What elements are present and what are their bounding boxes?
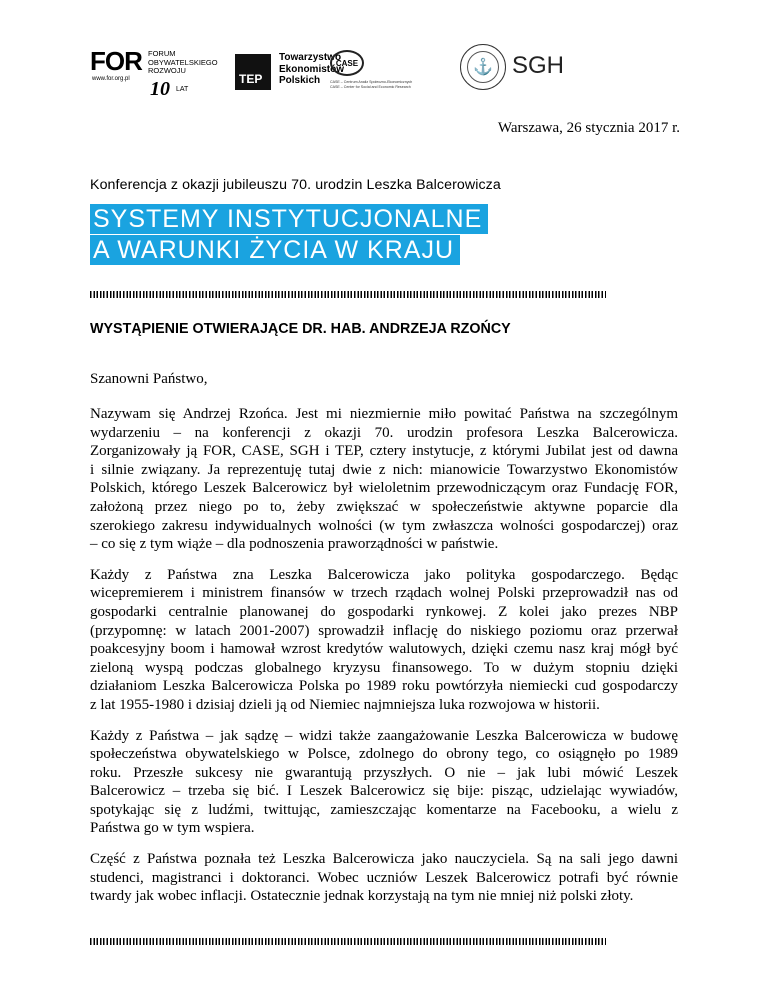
decorative-divider-bottom [90, 938, 606, 945]
for-logo-line: ROZWOJU [148, 66, 186, 76]
decorative-divider-top [90, 291, 606, 298]
text-line: roku. Przeszłe sukcesy nie gwarantują przyszłych. O nie – jak lubi mówić Leszek [90, 764, 678, 781]
for-logo-url: www.for.org.pl [92, 76, 130, 82]
text-line: twardy jak wobec inflacji. Ostatecznie jednak korzystają na tym nie mniej niż polski złoty. [90, 888, 634, 905]
text-line: Część z Państwa poznała też Leszka Balcerowicza jako nauczyciela. Są na sali jego dawni [90, 851, 678, 868]
case-logo-line: CASE – Centrum Analiz Społeczno-Ekonomicznych [330, 80, 413, 84]
text-line: studenci, magistranci i doktoranci. Wobec uczniów Leszek Balcerowicz potrafi być równie [90, 869, 678, 886]
text-line: spotykając się z ludźmi, twittując, zamieszczając komentarze na Facebooku, a wielu z [90, 801, 678, 818]
conference-title-line-2: A WARUNKI ŻYCIA W KRAJU [90, 235, 460, 265]
text-line: Polskich, którego Leszek Balcerowicz był wieloletnim przewodniczącym oraz Fundację FOR, [90, 480, 678, 497]
text-line: zieloną wyspą podczas globalnego kryzysu finansowego. To w dużym stopniu dzięki [90, 659, 678, 676]
text-line: – co się z tym wiąże – dla podnoszenia praworządności w państwie. [90, 536, 499, 553]
text-line: wicepremierem i ministrem finansów w trzech rządach wolnej Polski przeprowadził nas od [90, 585, 678, 602]
sgh-seal-inner: ⚓ [467, 51, 499, 83]
paragraph-3 [90, 727, 678, 839]
document-date: Warszawa, 26 stycznia 2017 r. [497, 120, 680, 136]
text-line: Każdy z Państwa – jak sądzę – widzi także zaangażowanie Leszka Balcerowicza w budowę [90, 727, 678, 744]
text-line: poakcesyjny boom i hamował wzrost kredytów walutowych, dzięki czemu nasz kraj mógł być [90, 641, 678, 658]
text-line: szerokiego zakresu indywidualnych wolności (w tym zwłaszcza wolności gospodarczej) oraz [90, 517, 678, 534]
tep-logo-line: Polskich [279, 75, 321, 86]
sgh-logo-name: SGH [512, 52, 565, 79]
paragraph-4 [90, 850, 678, 906]
for-logo-line: OBYWATELSKIEGO [148, 57, 218, 67]
sgh-seal-icon [460, 44, 506, 90]
case-logo-text [330, 80, 440, 90]
tep-logo-mark: TEP [235, 54, 271, 90]
text-line: wydarzeniu – na konferencji z okazji 70. urodzin profesora Leszka Balcerowicza. [90, 424, 678, 441]
text-line: gospodarki centralnie planowanej do gospodarki rynkowej. Z kolei jako prezes NBP [90, 603, 678, 620]
for-logo-name: FOR [90, 46, 142, 76]
text-line: działaniom Leszka Balcerowicza Polska po 1989 roku powtórzyła niemiecki cud gospodarczy [90, 678, 678, 695]
text-line: Państwa go w tym wspiera. [90, 820, 255, 837]
for-logo-text [148, 50, 218, 76]
conference-subtitle: Konferencja z okazji jubileuszu 70. urodzin Leszka Balcerowicza [90, 177, 501, 193]
text-line: (przypomnę: w latach 2001-2007) sprowadził inflację do niskiego poziomu oraz przerwał [90, 622, 678, 639]
case-logo [330, 50, 440, 100]
speech-body [90, 405, 678, 918]
text-line: i silnie związany. Ja reprezentuję tutaj dwie z nich: mianowicie Towarzystwo Ekonomistów [90, 461, 678, 478]
case-logo-mark: CASE [330, 50, 364, 76]
speech-heading: WYSTĄPIENIE OTWIERAJĄCE DR. HAB. ANDRZEJA RZOŃCY [90, 321, 511, 337]
paragraph-2 [90, 566, 678, 715]
conference-title-line-1: SYSTEMY INSTYTUCJONALNE [90, 204, 488, 234]
case-logo-line: CASE – Center for Social and Economic Research [330, 85, 411, 89]
text-line: założoną przez niego po to, żeby zwiększać w społeczeństwie aktywne poparcie dla [90, 498, 678, 515]
for-anniversary-number: 10 [150, 78, 170, 100]
text-line: Nazywam się Andrzej Rzońca. Jest mi niezmiernie miło powitać Państwa na szczególnym [90, 406, 678, 422]
for-logo [90, 48, 220, 98]
text-line: Zorganizowały ją FOR, CASE, SGH i TEP, cztery instytucje, z którymi Jubilat jest od dawna [90, 443, 678, 460]
text-line: Każdy z Państwa zna Leszka Balcerowicza jako polityka gospodarczego. Będąc [90, 566, 678, 583]
paragraph-1 [90, 405, 678, 554]
for-anniversary-word: LAT [176, 86, 189, 93]
text-line: z lat 1955-1980 i dzisiaj dzieli ją od Niemiec najmniejsza luka rozwojowa w historii. [90, 696, 600, 713]
text-line: Balcerowicz – trzeba się bić. I Leszek Balcerowicz się bije: pisząc, udzielając wywiadów, [90, 783, 678, 800]
for-logo-line: FORUM [148, 49, 176, 58]
sgh-logo [460, 44, 570, 100]
greeting: Szanowni Państwo, [90, 371, 208, 387]
tep-logo-line: Ekonomistów [279, 63, 345, 75]
tep-logo-line: Towarzystwo [279, 52, 342, 63]
text-line: społeczeństwa obywatelskiego w Polsce, zdolnego do obrony tego, co osiągnęło po 1989 [90, 746, 678, 763]
header-logos [90, 40, 710, 100]
